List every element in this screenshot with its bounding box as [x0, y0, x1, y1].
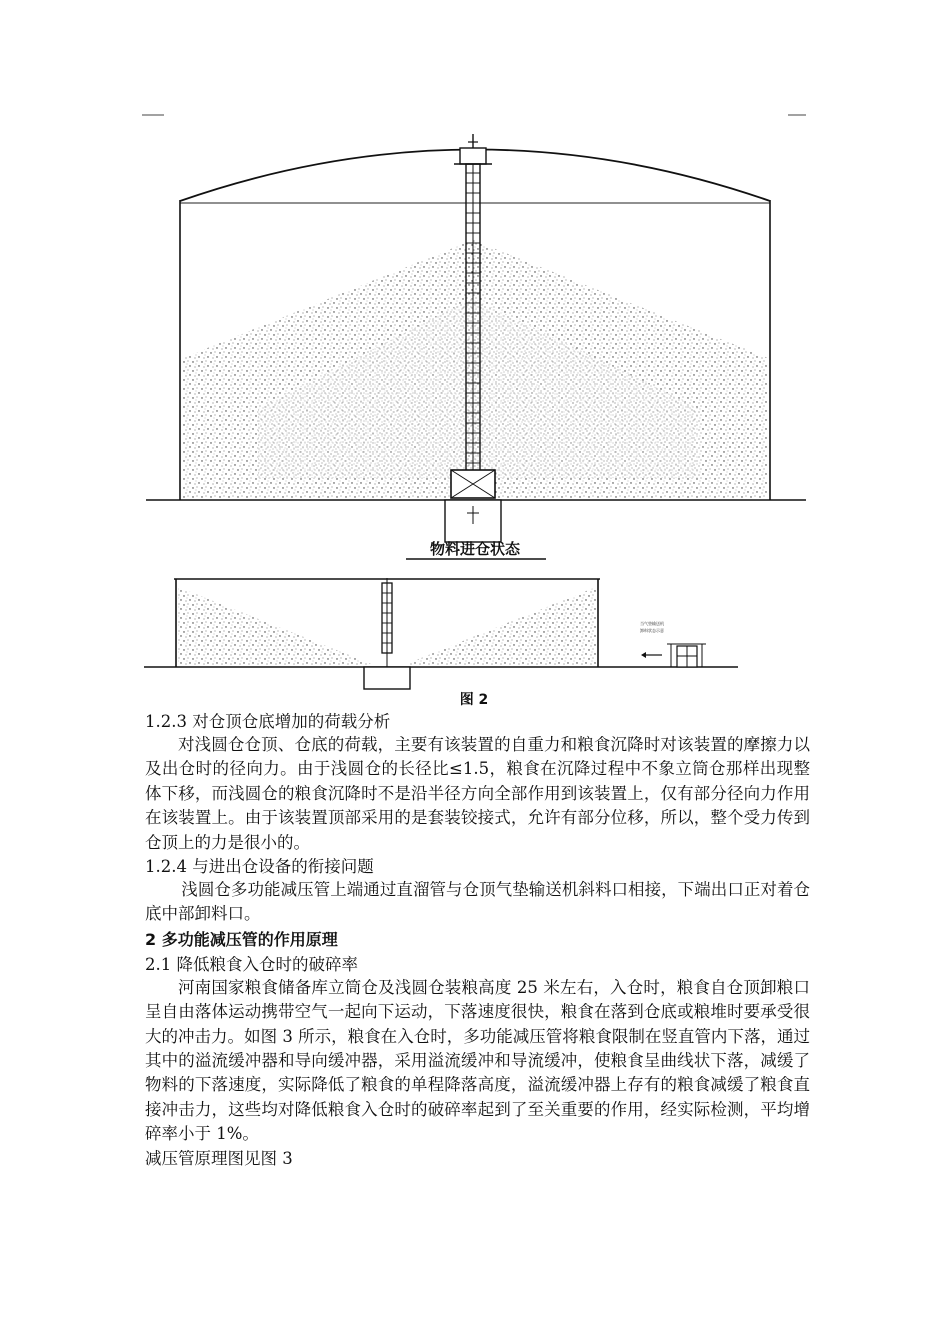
article-body — [145, 710, 810, 1170]
silo-diagram — [138, 108, 812, 708]
small-note-line2: 卸料状态示意 — [640, 628, 664, 633]
heading-2-1: 2.1 降低粮食入仓时的破碎率 — [145, 954, 358, 974]
figure-3-reference: 减压管原理图见图 3 — [145, 1148, 293, 1168]
paragraph-breakage-reduction: 河南国家粮食储备库立筒仓及浅圆仓装粮高度 25 米左右，入仓时，粮食自仓顶卸粮口呈自由落体运动携带空气一起向下运动，下落速度很快，粮食在落到仓底或粮堆时要承受很大的冲击力。如图 3 所示，粮食在入仓时，多功能减压管将粮食限制在竖直管内下落，通过其中的溢流缓冲器和导向缓冲器，采用溢流缓冲和导流缓冲，使粮食呈曲线状下落，减缓了物料的下落速度，实际降低了粮食的单程降落高度，溢流缓冲器上存有的粮食减缓了粮食直接冲击力，这些均对降低粮食入仓时的破碎率起到了至关重要的作用，经实际检测，平均增碎率小于 1%。 — [145, 977, 810, 1144]
lower-discharge-pit — [364, 667, 410, 689]
figure-number: 图 2 — [459, 692, 489, 708]
silo-upper-loading — [146, 134, 806, 542]
discharge-conveyor-sketch — [640, 620, 706, 667]
upper-caption: 物料进仓状态 — [429, 540, 521, 558]
paragraph-load-analysis: 对浅圆仓仓顶、仓底的荷载，主要有该装置的自重力和粮食沉降时对该装置的摩擦力以及出仓时的径向力。由于浅圆仓的长径比≤1.5，粮食在沉降过程中不象立筒仓那样出现整体下移，而浅圆仓的粮食沉降时不是沿半径方向全部作用到该装置上，仅有部分径向力作用在该装置上。由于该装置顶部采用的是套装铰接式，允许有部分位移，所以，整个受力传到仓顶上的力是很小的。 — [145, 735, 810, 852]
grain-slope-right — [404, 587, 596, 665]
silo-lower-discharge — [144, 578, 738, 689]
grain-slope-left — [178, 587, 374, 665]
small-note-line1: 当气垫输送机 — [640, 621, 664, 626]
figure-2 — [138, 108, 812, 708]
paragraph-equipment-connection: 浅圆仓多功能减压管上端通过直溜管与仓顶气垫输送机斜料口相接，下端出口正对着仓底中部卸料口。 — [145, 880, 810, 924]
heading-1-2-3: 1.2.3 对仓顶仓底增加的荷载分析 — [145, 712, 391, 731]
heading-2: 2 多功能减压管的作用原理 — [145, 929, 338, 949]
top-hopper — [460, 148, 486, 164]
heading-1-2-4: 1.2.4 与进出仓设备的衔接问题 — [145, 857, 374, 877]
